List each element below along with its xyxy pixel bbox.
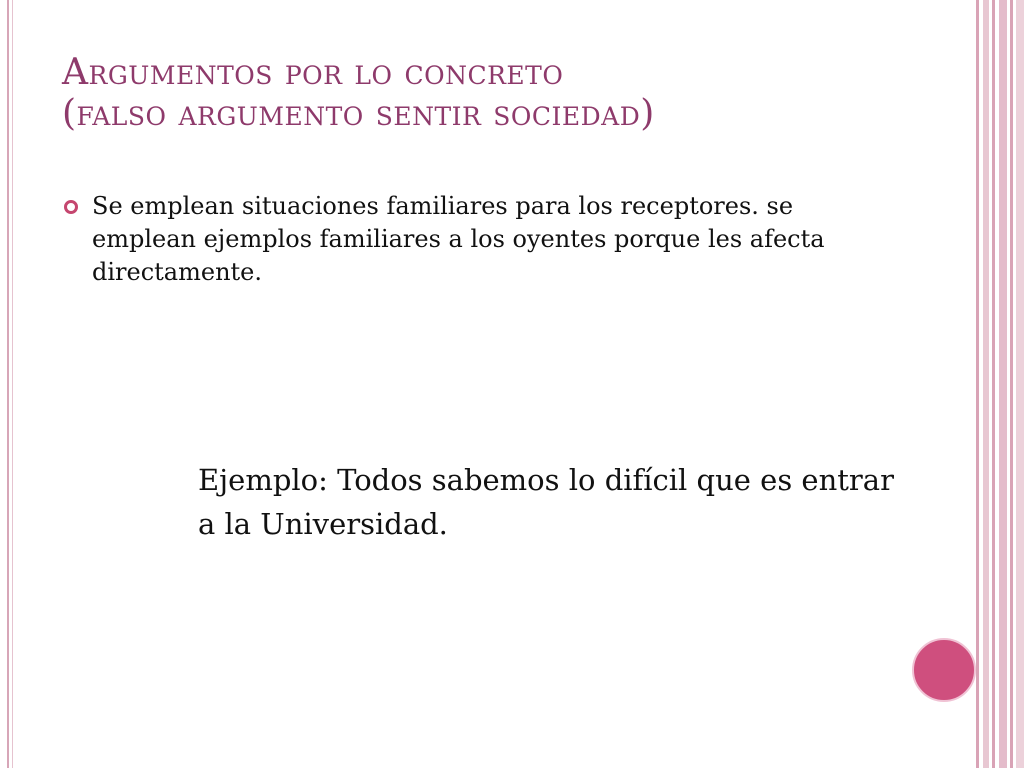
bullet-text: Se emplean situaciones familiares para los receptores. se emplean ejemplos familiares a los oyentes porque les afecta directamente. [92,192,825,287]
ring-bullet-icon [64,200,78,214]
right-stripe [1010,0,1013,768]
right-stripe [992,0,995,768]
slide-title [62,52,962,135]
right-stripe [1016,0,1024,768]
left-border-line-thin [12,0,13,768]
title-line-2: (falso argumento sentir sociedad) [62,93,655,135]
right-stripe [999,0,1007,768]
left-border-line [7,0,9,768]
right-stripe [976,0,979,768]
example-text: Ejemplo: Todos sabemos lo difícil que es entrar a la Universidad. [198,463,894,541]
circle-decoration-icon [912,638,976,702]
title-line-1: Argumentos por lo concreto [62,52,564,93]
bullet-list [64,190,894,289]
right-stripe [983,0,989,768]
